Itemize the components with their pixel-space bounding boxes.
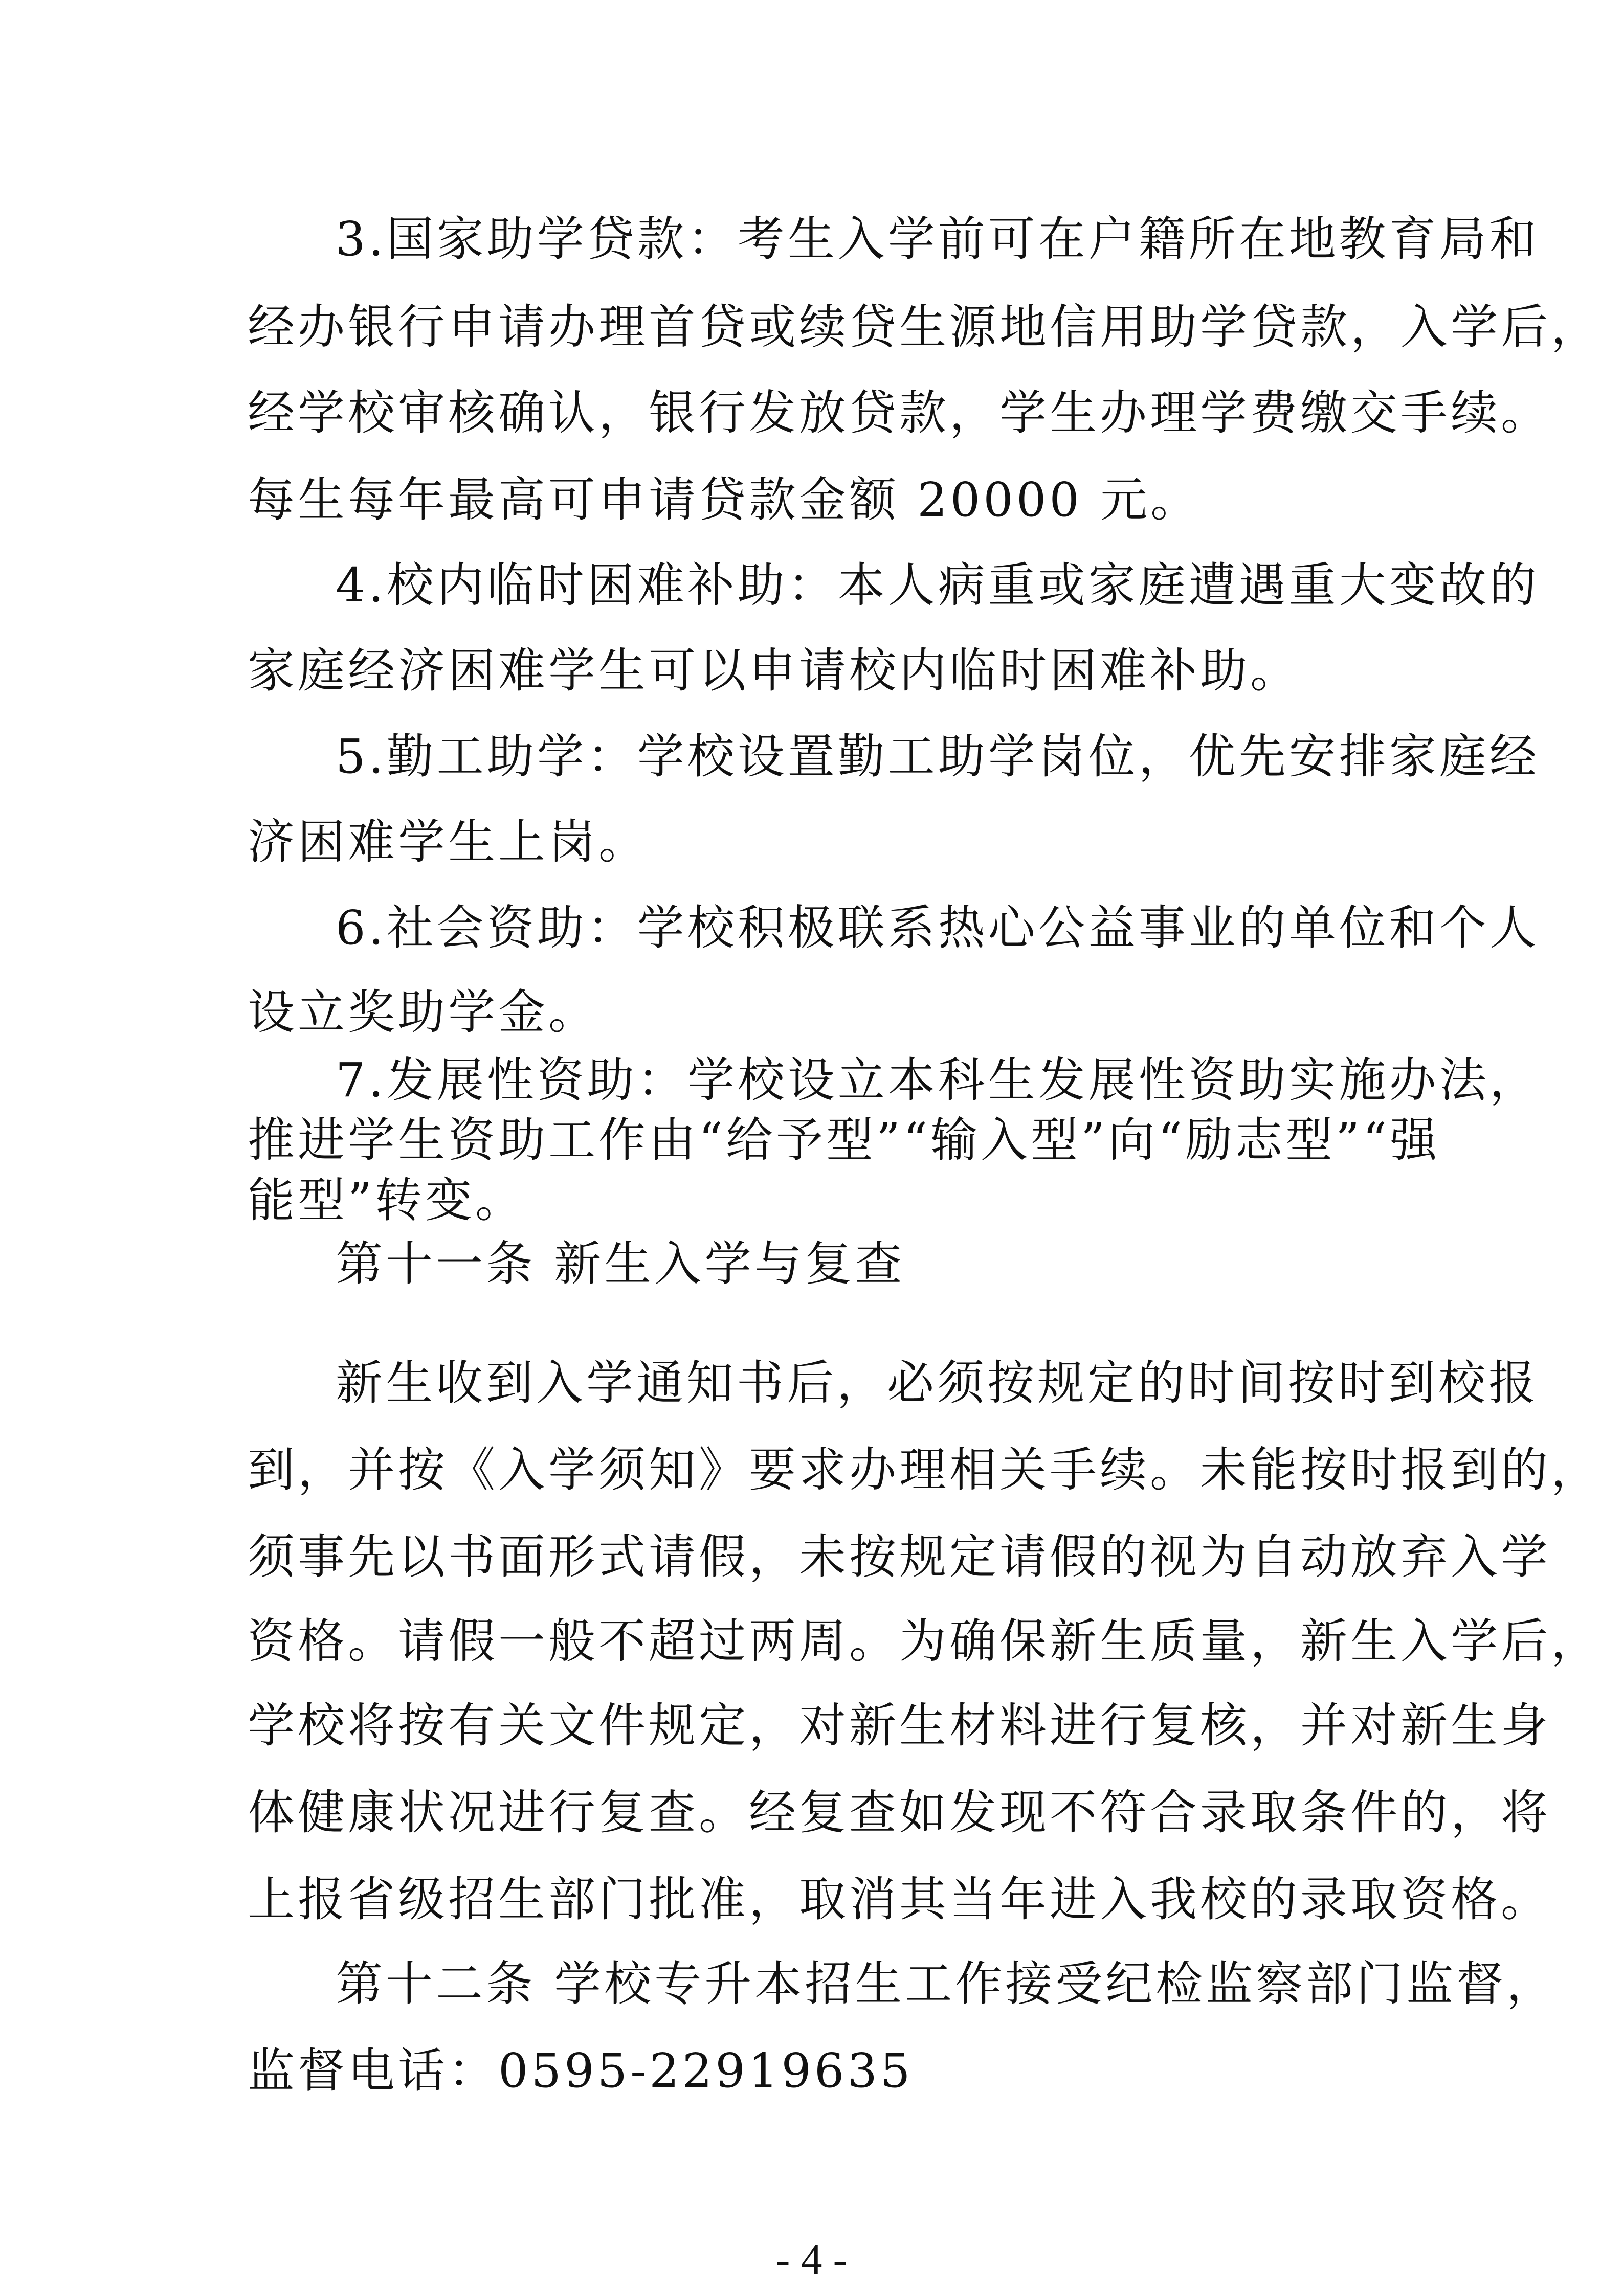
para-line-1: 3.国家助学贷款：考生入学前可在户籍所在地教育局和 xyxy=(336,212,1540,266)
para-line-18: 资格。请假一般不超过两周。为确保新生质量，新生入学后， xyxy=(248,1614,1602,1669)
section-heading-article-11: 第十一条 新生入学与复查 xyxy=(336,1236,905,1291)
para-line-17: 须事先以书面形式请假，未按规定请假的视为自动放弃入学 xyxy=(248,1529,1551,1584)
para-line-13: 能型”转变。 xyxy=(248,1173,526,1228)
para-line-6: 家庭经济困难学生可以申请校内临时困难补助。 xyxy=(248,643,1301,698)
para-line-3: 经学校审核确认，银行发放贷款，学生办理学费缴交手续。 xyxy=(248,386,1551,440)
para-line-12: 推进学生资助工作由“给予型”“输入型”向“励志型”“强 xyxy=(248,1113,1440,1167)
para-line-9: 6.社会资助：学校积极联系热心公益事业的单位和个人 xyxy=(336,901,1540,955)
page-number: - 4 - xyxy=(775,2236,848,2283)
para-line-16: 到，并按《入学须知》要求办理相关手续。未能按时报到的， xyxy=(248,1443,1602,1497)
para-line-20: 体健康状况进行复查。经复查如发现不符合录取条件的，将 xyxy=(248,1785,1551,1840)
para-line-15: 新生收到入学通知书后，必须按规定的时间按时到校报 xyxy=(336,1356,1539,1410)
para-line-2: 经办银行申请办理首贷或续贷生源地信用助学贷款，入学后， xyxy=(248,300,1602,354)
para-line-21: 上报省级招生部门批准，取消其当年进入我校的录取资格。 xyxy=(248,1872,1551,1927)
para-line-19: 学校将按有关文件规定，对新生材料进行复核，并对新生身 xyxy=(248,1698,1551,1753)
supervision-phone: 监督电话：0595-22919635 xyxy=(248,2043,914,2098)
para-line-4: 每生每年最高可申请贷款金额 20000 元。 xyxy=(248,472,1201,527)
para-line-10: 设立奖助学金。 xyxy=(248,985,599,1040)
para-line-5: 4.校内临时困难补助：本人病重或家庭遭遇重大变故的 xyxy=(336,558,1540,613)
section-article-12: 第十二条 学校专升本招生工作接受纪检监察部门监督， xyxy=(336,1956,1557,2011)
para-line-7: 5.勤工助学：学校设置勤工助学岗位，优先安排家庭经 xyxy=(336,729,1540,784)
para-line-11: 7.发展性资助：学校设立本科生发展性资助实施办法， xyxy=(336,1053,1540,1108)
para-line-8: 济困难学生上岗。 xyxy=(248,815,649,869)
